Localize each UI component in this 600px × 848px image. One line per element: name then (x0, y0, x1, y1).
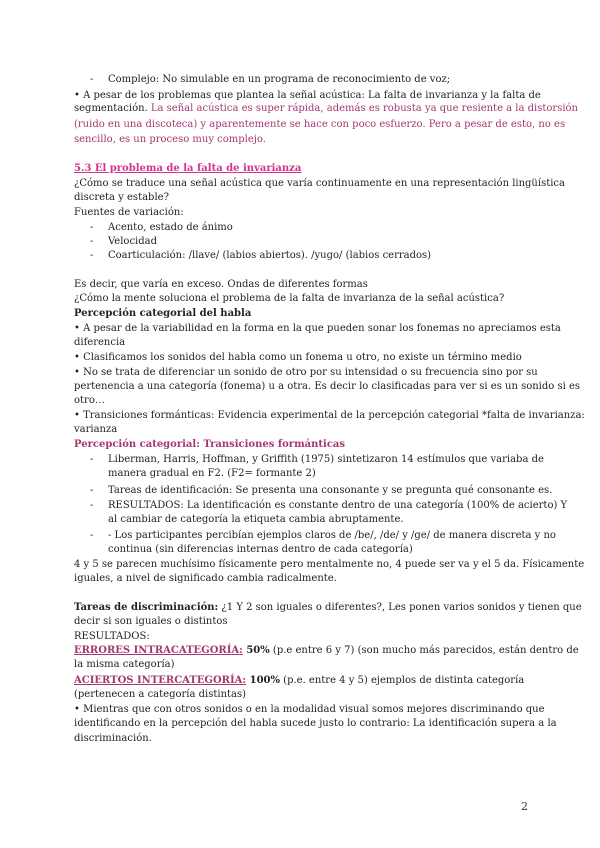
list-item: - Complejo: No simulable en un programa de reconocimiento de voz; (90, 74, 451, 85)
paragraph-line: • Transiciones formánticas: Evidencia experimental de la percepción categorial *falta de invarianza: (74, 410, 585, 421)
page-number: 2 (521, 800, 528, 813)
list-item-continuation: continua (sin diferencias internas dentro de cada categoría) (108, 544, 413, 555)
paragraph-line: • No se trata de diferenciar un sonido de otro por su intensidad o su frecuencia sino por su (74, 367, 538, 378)
paragraph-line: Tareas de discriminación: ¿1 Y 2 son iguales o diferentes?, Les ponen varios sonidos y tienen que (74, 602, 582, 613)
paragraph-line: (pertenecen a categoría distintas) (74, 689, 247, 700)
paragraph-line: discriminación. (74, 733, 152, 744)
paragraph-line: ¿Cómo la mente soluciona el problema de la falta de invarianza de la señal acústica? (74, 293, 505, 304)
paragraph-line: 4 y 5 se parecen muchísimo físicamente pero mentalmente no, 4 puede ser va y el 5 da. Físicamente (74, 559, 585, 570)
paragraph-line: pertenencia a una categoría (fonema) u a otra. Es decir lo clasificadas para ver si es un sonido si es (74, 381, 581, 392)
subheading: Percepción categorial: Transiciones formánticas (74, 439, 346, 450)
paragraph-line: varianza (74, 424, 118, 435)
section-heading: 5.3 El problema de la falta de invarianza (74, 163, 302, 174)
paragraph-line: discreta y estable? (74, 192, 169, 203)
list-item: - RESULTADOS: La identificación es constante dentro de una categoría (100% de acierto) Y (90, 500, 568, 511)
paragraph-line: • A pesar de los problemas que plantea la señal acústica: La falta de invarianza y la falta de (74, 90, 541, 101)
paragraph-line: Es decir, que varía en exceso. Ondas de diferentes formas (74, 279, 368, 290)
paragraph-line: decir si son iguales o distintos (74, 616, 228, 627)
list-item: - Velocidad (90, 236, 158, 247)
list-item: - Coarticulación: /llave/ (labios abiertos). /yugo/ (labios cerrados) (90, 250, 432, 261)
paragraph-line: identificando en la percepción del habla sucede justo lo contrario: La identificación supera a la (74, 718, 557, 729)
list-item-continuation: al cambiar de categoría la etiqueta cambia abruptamente. (108, 514, 404, 525)
paragraph-line: ACIERTOS INTERCATEGORÍA: 100% (p.e. entre 4 y 5) ejemplos de distinta categoría (74, 675, 525, 686)
paragraph-line: ERRORES INTRACATEGORÍA: 50% (p.e entre 6 y 7) (son mucho más parecidos, están dentro de (74, 645, 579, 656)
subheading: Percepción categorial del habla (74, 308, 252, 319)
paragraph-line: • A pesar de la variabilidad en la forma en la que pueden sonar los fonemas no apreciamos esta (74, 323, 561, 334)
paragraph-line: otro… (74, 395, 105, 406)
paragraph-line: Fuentes de variación: (74, 207, 184, 218)
paragraph-line: segmentación. La señal acústica es super rápida, además es robusta ya que resiente a la distorsión (74, 103, 578, 114)
list-item: - Tareas de identificación: Se presenta una consonante y se pregunta qué consonante es. (90, 485, 553, 496)
paragraph-line: sencillo, es un proceso muy complejo. (74, 134, 266, 145)
paragraph-line: diferencia (74, 337, 126, 348)
paragraph-line: RESULTADOS: (74, 631, 150, 642)
paragraph-line: • Clasificamos los sonidos del habla como un fonema u otro, no existe un término medio (74, 352, 522, 363)
list-item: - Acento, estado de ánimo (90, 222, 233, 233)
paragraph-line: • Mientras que con otros sonidos o en la modalidad visual somos mejores discriminando que (74, 704, 545, 715)
paragraph-line: la misma categoría) (74, 659, 175, 670)
list-item: - - Los participantes percibían ejemplos claros de /be/, /de/ y /ge/ de manera discreta y no (90, 530, 556, 541)
paragraph-line: iguales, a nivel de significado cambia radicalmente. (74, 573, 337, 584)
list-item: - Liberman, Harris, Hoffman, y Griffith (1975) sintetizaron 14 estímulos que variaba de (90, 454, 544, 465)
list-item-continuation: manera gradual en F2. (F2= formante 2) (108, 468, 316, 479)
paragraph-line: ¿Cómo se traduce una señal acústica que varía continuamente en una representación lingüística (74, 178, 565, 189)
paragraph-line: (ruido en una discoteca) y aparentemente se hace con poco esfuerzo. Pero a pesar de esto, no es (74, 119, 566, 130)
